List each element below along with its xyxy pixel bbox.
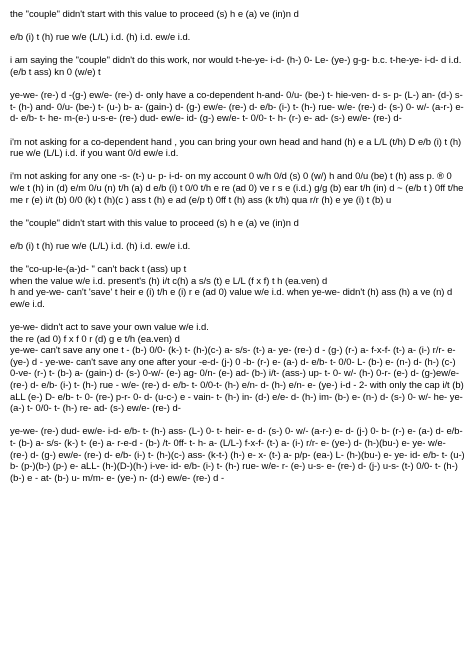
paragraph: ye-we- didn't act to save your own value w/e i.d. the re (ad 0) f x f 0 r (d) g e t/h (ea.ven) d ye-we- can't save any one t - (b-) 0/0- (k-) t- (h-)(c-) a- s/s- (t-) a- ye- (re-) d - (g-) (r-) a- f-x-f- (t-) a- (i-) r/r- e- (ye-) d - ye-we- can't save any one after your -e-d- (j-) 0 -b- (r-) e- (a-) d- e/b- t- 0/0- L- (b-) e- (n-) d- (h-) (c-) 0-ve- (r-) t- (b-) a- (gain-) d- (s-) 0-w/- (e-) ag- 0/n- (e-) ad- (b-) i/t- (ass-) up- t- 0- w/- (h-) 0-r- (e-) d- (g-)ew/e- (re-) d- e/b- (i-) t- (h-) rue - w/e- (re-) d- e/b- t- 0/0-t- (h-) e/n- d- (h-) e/n- e- (ye-) i-d - 2- with only the cap i/t (b) aLL (e-) D- e/b- t- 0- (re-) p-r- 0- d- (u-c-) e - vain- t- (h-) in- (d-) e/e- d- (h-) im- (b-) e- (n-) d- (s-) 0- w/- he- ye- (a-) t- 0/0- t- (h-) re- ad- (s-) ew/e- (re-) d- <box>10 321 464 414</box>
paragraph: the "couple" didn't start with this value to proceed (s) h e (a) ve (in)n d <box>10 8 299 19</box>
paragraph: the "couple" didn't start with this value to proceed (s) h e (a) ve (in)n d <box>10 216 299 228</box>
paragraph: e/b (i) t (h) rue w/e (L/L) i.d. (h) i.d. ew/e i.d. <box>10 239 191 251</box>
paragraph: ye-we- (re-) d -(g-) ew/e- (re-) d- only have a co-dependent h-and- 0/u- (be-) t- hie-ven- d- s- p- (L-) an- (d-) s- t- (h-) and- 0/u- (be-) t- (u-) b- a- (gain-) d- (g-) ew/e- (re-) d- e/b- (i-) t- (h-) rue- w/e- (re-) d- (s-) 0- w/- (a-r-) e- d- e/b- t- he- m-(e-) u-s-e- (re-) dud- ew/e- id- (g-) ew/e- t- 0/0- t- h- (r-) e- ad- (s-) ew/e- (re-) d- <box>10 89 464 124</box>
paragraph: the "co-up-le-(a-)d- " can't back t (ass) up t when the value w/e i.d. present's (h) i/t c(h) a s/s (t) e L/L (f x f) t h (ea.ven) d h and ye-we- can't 'save' t heir e (i) t/h e (i) r e (ad 0) value w/e i.d. when ye-we- didn't (h) ass (h) a ve (n) d ew/e i.d. <box>10 263 453 309</box>
paragraph: i am saying the "couple" didn't do this work, nor would t-he-ye- i-d- (h-) 0- Le- (ye-) g-g- b.c. t-he-ye- i-d- d i.d. (e/b t ass) kn 0 (w/e) t <box>10 54 462 77</box>
paragraph: i'm not asking for any one -s- (t-) u- p- i-d- on my account 0 w/h 0/d (s) 0 (w/) h and 0/u (be) t (h) ass p. ® 0 w/e t (h) in (d) e/m 0/u (n) t/h (a) d e/b (i) t 0/0 t/h e re (ad 0) ve r s e (i.d.) g/g (b) ear t/h (in) d ~ (e/b t ) 0ff t/he me r (e) i/t (b) 0/0 (k) t (h)(c ) ass t (h) e ad (e/p t) 0ff t (h) ass (k t/h) qua r/r (h) e ye (i) t (b) u <box>10 170 464 205</box>
paragraph: i'm not asking for a co-dependent hand , you can bring your own head and hand (h) e a L/L (t/h) D e/b (i) t (h) rue w/e (L/L) i.d. if you want 0/d ew/e i.d. <box>10 135 462 159</box>
paragraph: ye-we- (re-) dud- ew/e- i-d- e/b- t- (h-) ass- (L-) 0- t- heir- e- d- (s-) 0- w/- (a-r-) e- d- (j-) 0- b- (r-) e- (a-) d- e/b- t- (b-) a- s/s- (k-) t- (e-) a- r-e-d - (b-) /t- 0ff- t- h- a- (L/L-) f-x-f- (t-) a- (i-) r/r- e- (ye-) d- (h-)(bu-) e- ye- w/e- (re-) d- (g-) ew/e- (re-) d- e/b- (i-) t- (h-)(c-) ass- (k-t-) (h-) e- x- (t-) a- p/p- (ea-) L- (h-)(bu-) e- ye- id- e/b- t- (u-) b- (p-)(b-) (p-) e- aLL- (h-)(D-)(h-) i-ve- id- e/b- (i-) t- (h-) rue- w/e- r- (e-) u-s- e- (re-) d- (j-) u-s- (t-) 0/0- t- (h-) (b-) e - at- (b-) u- m/m- e- (ye-) n- (d-) ew/e- (re-) d - <box>10 425 465 483</box>
paragraph: e/b (i) t (h) rue w/e (L/L) i.d. (h) i.d. ew/e i.d. <box>10 31 191 43</box>
